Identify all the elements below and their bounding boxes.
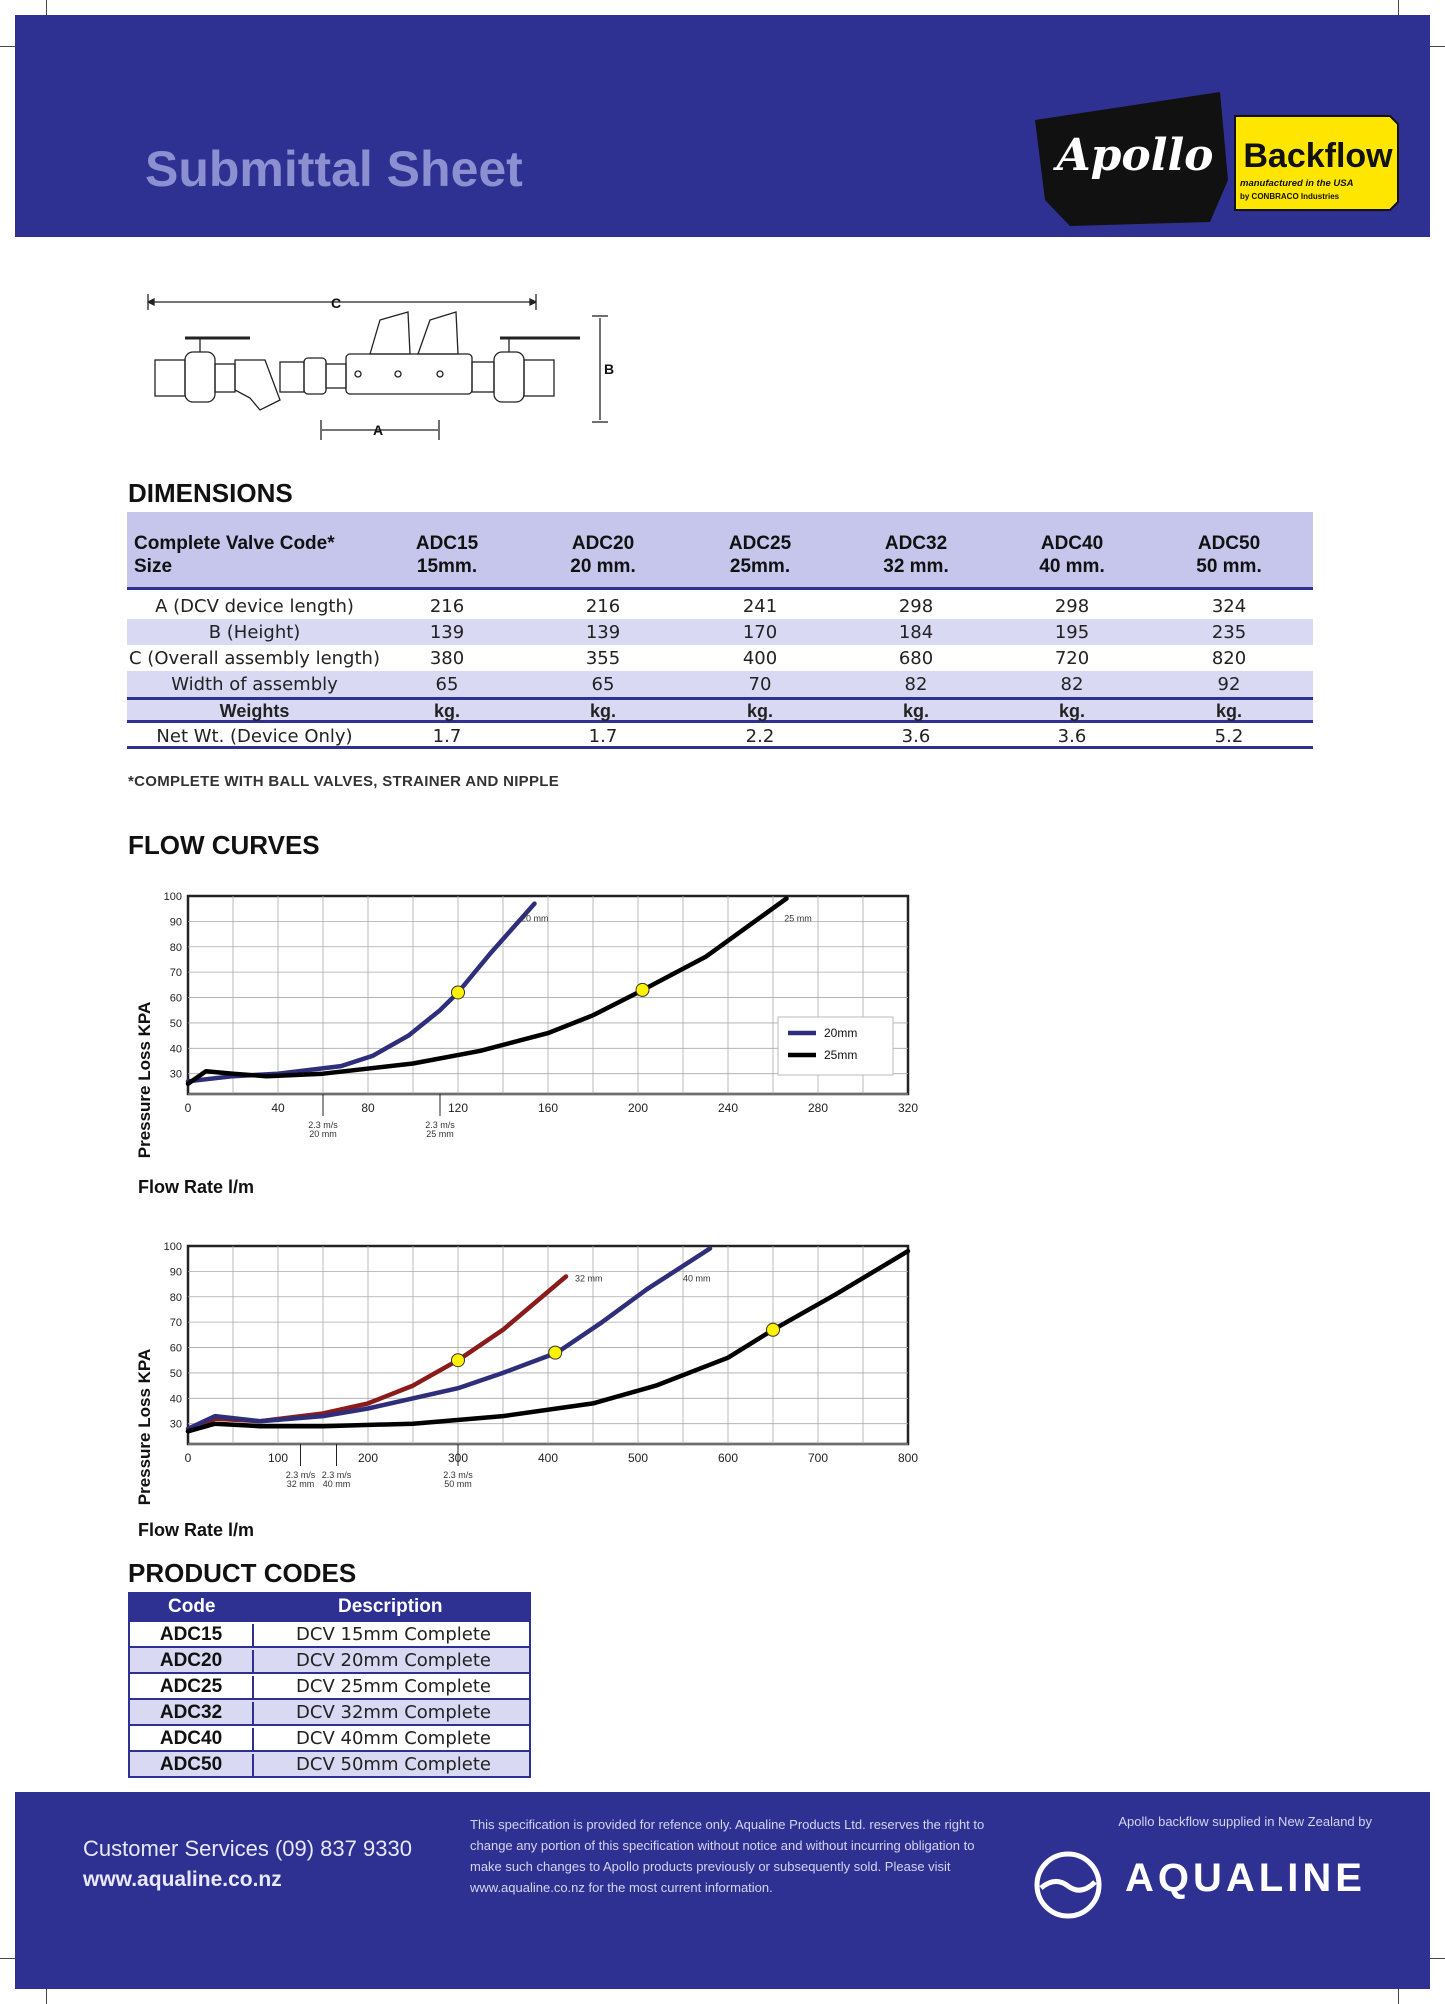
supplied-by-text: Apollo backflow supplied in New Zealand by [1118,1814,1372,1829]
flow-chart-1 [128,885,928,1205]
table-row [130,1724,529,1750]
logo-product: Backflow [1243,137,1393,175]
cell: kg. [1058,701,1085,721]
product-codes-header [130,1594,529,1620]
product-description: DCV 15mm Complete [296,1624,491,1645]
col-code: ADC50 [1197,533,1261,554]
design-point-marker [452,986,465,999]
annotation-label: 40 mm [322,1479,351,1489]
row-label: C (Overall assembly length) [129,648,380,669]
logo-tagline-2: by CONBRACO Industries [1240,192,1340,201]
cell: 92 [1217,674,1241,695]
flow-chart-2-svg [128,1235,928,1545]
customer-services-phone: Customer Services (09) 837 9330 [83,1836,412,1861]
table-row [127,593,1313,619]
y-tick-label: 60 [169,1342,182,1355]
product-code: ADC20 [130,1650,254,1672]
header-col-3 [705,532,815,578]
x-tick-label: 0 [184,1101,192,1115]
x-tick-label: 200 [357,1451,379,1465]
header-label-line1: Complete Valve Code* [134,533,335,554]
row-label: Net Wt. (Device Only) [156,726,353,747]
cell: 3.6 [901,726,931,747]
y-tick-label: 50 [169,1017,182,1030]
valve-assembly-diagram [140,290,620,450]
product-code: ADC15 [130,1624,254,1646]
dimensions-title: DIMENSIONS [128,478,293,508]
row-label: B (Height) [208,622,301,643]
table-row [130,1672,529,1698]
table-row [130,1646,529,1672]
y-tick-label: 100 [163,891,182,903]
cell: kg. [433,701,460,721]
cell: 195 [1054,622,1090,643]
cell: 3.6 [1057,726,1087,747]
product-code: ADC50 [130,1754,254,1776]
cell: 82 [904,674,928,695]
cell: kg. [746,701,773,721]
design-point-marker [452,1354,465,1367]
flow-chart-2 [128,1235,928,1545]
aqualine-wave-icon [1033,1850,1103,1920]
logo-tagline-1: manufactured in the USA [1240,178,1354,189]
table-row [130,1750,529,1776]
product-description: DCV 40mm Complete [296,1728,491,1749]
col-size: 25mm. [729,556,791,577]
weights-row [127,697,1313,723]
cell: 241 [742,596,778,617]
y-axis-label: Pressure Loss KPA [135,1001,154,1159]
page-title: Submittal Sheet [145,141,523,197]
y-tick-label: 80 [169,941,182,954]
cell: 216 [429,596,465,617]
row-label: Width of assembly [171,674,338,695]
col-code: ADC25 [728,533,792,554]
dimension-c-label: C [331,295,342,311]
x-tick-label: 400 [537,1451,559,1465]
cell: 82 [1060,674,1084,695]
cell: 184 [898,622,934,643]
product-codes-title: PRODUCT CODES [128,1558,357,1588]
header-col-5 [1017,532,1127,578]
cell: 216 [585,596,621,617]
cell: 70 [748,674,772,695]
dimension-b-label: B [604,361,615,377]
x-tick-label: 160 [537,1101,559,1115]
table-row [130,1620,529,1646]
y-tick-label: 70 [169,1317,182,1330]
y-tick-label: 90 [169,1266,182,1279]
annotation-label: 2.3 m/s [443,1470,473,1480]
annotation-label: 2.3 m/s [321,1470,352,1480]
x-tick-label: 700 [807,1451,829,1465]
annotation-label: 20 mm [309,1129,337,1139]
table-row [127,723,1313,749]
series-curve-label: 32 mm [575,1273,603,1284]
col-code: ADC32 [884,533,948,554]
product-description: DCV 25mm Complete [296,1676,491,1697]
product-description: DCV 20mm Complete [296,1650,491,1671]
flow-chart-1-svg [128,885,928,1205]
y-tick-label: 40 [169,1043,182,1056]
product-description: DCV 50mm Complete [296,1754,491,1775]
description-header: Description [338,1596,443,1617]
x-tick-label: 120 [447,1101,469,1115]
legend-label: 25mm [824,1048,858,1062]
annotation-label: 2.3 m/s [308,1120,338,1130]
cell: 680 [898,648,934,669]
y-tick-label: 50 [169,1367,182,1380]
product-code: ADC25 [130,1676,254,1698]
cell: 139 [429,622,465,643]
row-label: A (DCV device length) [155,596,354,617]
x-axis-label: Flow Rate l/m [138,1520,255,1540]
cell: 1.7 [432,726,462,747]
design-point-marker [549,1346,562,1359]
x-tick-label: 100 [267,1451,289,1465]
annotation-label: 50 mm [444,1479,472,1489]
annotation-label: 25 mm [426,1129,454,1139]
flow-curves-title: FLOW CURVES [128,830,320,860]
aqualine-wordmark: AQUALINE [1125,1856,1366,1900]
cell: 1.7 [588,726,618,747]
header-col-6 [1174,532,1284,578]
x-tick-label: 0 [184,1451,192,1465]
header-col-1 [392,532,502,578]
table-row [127,645,1313,671]
header-banner [15,15,1430,237]
series-curve-label: 20 mm [521,913,549,924]
series-curve-label: 40 mm [683,1273,711,1284]
table-row [130,1698,529,1724]
apollo-backflow-logo [1030,90,1400,230]
table-row [127,619,1313,645]
table-row [127,671,1313,697]
header-label [134,532,394,578]
code-header: Code [168,1596,216,1617]
header-col-2 [548,532,658,578]
y-tick-label: 100 [163,1241,182,1253]
cell: kg. [589,701,616,721]
disclaimer-text: This specification is provided for refence only. Aqualine Products Ltd. reserves the right to change any portion of this specification without notice and without incurring obligation to make such changes to Apollo products previously or subsequently sold. Please visit www.aqualine.co.nz for the most current information. [470,1817,985,1895]
cell: kg. [1215,701,1242,721]
annotation-label: 32 mm [286,1479,315,1489]
cell: kg. [902,701,929,721]
cell: 298 [898,596,934,617]
col-code: ADC20 [571,533,635,554]
col-size: 40 mm. [1039,556,1105,577]
cell: 170 [742,622,778,643]
footer-banner [15,1792,1430,1989]
cell: 298 [1054,596,1090,617]
cell: 65 [591,674,615,695]
y-tick-label: 90 [169,916,182,929]
col-code: ADC15 [415,533,479,554]
dimension-a-label: A [373,422,384,438]
y-tick-label: 40 [169,1393,182,1406]
cell: 720 [1054,648,1090,669]
cell: 400 [742,648,778,669]
design-point-marker [767,1323,780,1336]
product-codes-table [128,1592,531,1778]
col-size: 15mm. [416,556,478,577]
cell: 65 [435,674,459,695]
cell: 380 [429,648,465,669]
x-tick-label: 320 [897,1101,919,1115]
x-tick-label: 600 [717,1451,739,1465]
header-label-line2: Size [134,556,173,577]
annotation-label: 2.3 m/s [425,1120,455,1130]
y-tick-label: 80 [169,1291,182,1304]
cell: 5.2 [1214,726,1244,747]
x-axis-label: Flow Rate l/m [138,1177,255,1197]
x-tick-label: 80 [361,1101,375,1115]
y-tick-label: 70 [169,967,182,980]
y-tick-label: 60 [169,992,182,1005]
y-tick-label: 30 [169,1418,182,1431]
cell: 324 [1211,596,1247,617]
x-tick-label: 280 [807,1101,829,1115]
col-size: 32 mm. [883,556,949,577]
dimensions-footnote: *COMPLETE WITH BALL VALVES, STRAINER AND NIPPLE [128,773,560,790]
y-tick-label: 30 [169,1068,182,1081]
cell: 139 [585,622,621,643]
cell: 2.2 [745,726,775,747]
series-curve-label: 25 mm [784,913,812,924]
cell: 355 [585,648,621,669]
cell: 820 [1211,648,1247,669]
y-axis-label: Pressure Loss KPA [135,1348,154,1506]
x-tick-label: 500 [627,1451,649,1465]
cell: 235 [1211,622,1247,643]
col-size: 20 mm. [570,556,636,577]
x-tick-label: 40 [271,1101,285,1115]
x-tick-label: 240 [717,1101,739,1115]
product-description: DCV 32mm Complete [296,1702,491,1723]
annotation-label: 2.3 m/s [285,1470,316,1480]
col-size: 50 mm. [1196,556,1262,577]
product-code: ADC40 [130,1728,254,1750]
website-link[interactable]: www.aqualine.co.nz [83,1868,282,1891]
legend-label: 20mm [824,1026,858,1040]
col-code: ADC40 [1040,533,1104,554]
dimensions-table-header [127,512,1313,590]
header-col-4 [861,532,971,578]
design-point-marker [636,983,649,996]
x-tick-label: 200 [627,1101,649,1115]
logo-brand: Apollo [1056,130,1214,181]
x-tick-label: 300 [447,1451,469,1465]
x-tick-label: 800 [897,1451,919,1465]
dimensions-table [127,512,1313,749]
row-label: Weights [219,701,290,721]
product-code: ADC32 [130,1702,254,1724]
